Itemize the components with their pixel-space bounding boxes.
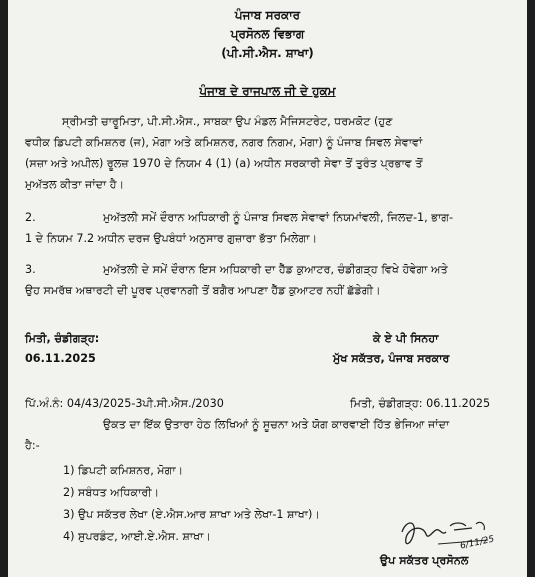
para2-line-1: ਮੁਅੱਤਲੀ ਸਮੇਂ ਦੌਰਾਨ ਅਧਿਕਾਰੀ ਨੂੰ ਪੰਜਾਬ ਸਿਵਲ ਸੇਵਾਵਾਂ ਨਿਯਮਾਂਵਲੀ, ਜਿਲਦ-1, ਭਾਗ- — [103, 211, 454, 224]
para1-line-4: ਮੁਅੱਤਲ ਕੀਤਾ ਜਾਂਦਾ ਹੈ। — [25, 178, 125, 191]
signoff-place: ਮਿਤੀ, ਚੰਡੀਗੜ੍ਹ: — [25, 332, 100, 345]
signature-date: 6/11/25 — [459, 534, 496, 552]
header-line-3: (ਪੀ.ਸੀ.ਐਸ. ਸ਼ਾਖਾ) — [221, 46, 314, 60]
signatory-designation: ਮੁੱਖ ਸਕੱਤਰ, ਪੰਜਾਬ ਸਰਕਾਰ — [333, 352, 450, 365]
signoff-date: 06.11.2025 — [25, 352, 96, 365]
header-line-2: ਪ੍ਰਸੋਨਲ ਵਿਭਾਗ — [230, 27, 305, 41]
recipient-item: 2) ਸਬੰਧਤ ਅਧਿਕਾਰੀ। — [63, 486, 160, 499]
para2-line-2: 1 ਦੇ ਨਿਯਮ 7.2 ਅਧੀਨ ਦਰਜ ਉਪਬੰਧਾਂ ਅਨੁਸਾਰ ਗੁਜ਼ਾਰਾ ਭੱਤਾ ਮਿਲੇਗਾ। — [25, 232, 318, 245]
para1-line-1: ਸ੍ਰੀਮਤੀ ਚਾਰੂਮਿਤਾ, ਪੀ.ਸੀ.ਐਸ., ਸਾਬਕਾ ਉਪ ਮੰਡਲ ਮੈਜਿਸਟਰੇਟ, ਧਰਮਕੋਟ (ਹੁਣ — [62, 115, 393, 128]
para3-line-1: ਮੁਅੱਤਲੀ ਦੇ ਸਮੇਂ ਦੌਰਾਨ ਇਸ ਅਧਿਕਾਰੀ ਦਾ ਹੈੱਡ ਕੁਆਟਰ, ਚੰਡੀਗੜ੍ਹ ਵਿਖੇ ਹੋਵੇਗਾ ਅਤੇ — [103, 263, 448, 276]
recipient-item: 3) ਉਪ ਸਕੱਤਰ ਲੇਖਾ (ਏ.ਐਸ.ਆਰ ਸ਼ਾਖਾ ਅਤੇ ਲੇਖਾ-1 ਸ਼ਾਖਾ)। — [63, 508, 320, 521]
recipient-item: 1) ਡਿਪਟੀ ਕਮਿਸ਼ਨਰ, ਮੋਗਾ। — [63, 464, 184, 477]
para2-number: 2. — [25, 211, 36, 224]
para3-line-2: ਉਹ ਸਮਰੱਥ ਅਥਾਰਟੀ ਦੀ ਪੂਰਵ ਪ੍ਰਵਾਨਗੀ ਤੋਂ ਬਗੈਰ ਆਪਣਾ ਹੈੱਡ ਕੁਆਟਰ ਨਹੀਂ ਛੱਡੇਗੀ। — [25, 284, 381, 297]
signatory-name: ਕੇ ਏ ਪੀ ਸਿਨਹਾ — [373, 332, 439, 345]
para1-line-3: (ਸਜ਼ਾ ਅਤੇ ਅਪੀਲ) ਰੂਲਜ਼ 1970 ਦੇ ਨਿਯਮ 4 (1) (a) ਅਧੀਨ ਸਰਕਾਰੀ ਸੇਵਾ ਤੋਂ ਤੁਰੰਤ ਪ੍ਰਭਾਵ ਤੋਂ — [25, 157, 423, 170]
endorsement-ref-date: ਮਿਤੀ, ਚੰਡੀਗੜ੍ਹ: 06.11.2025 — [350, 397, 491, 410]
header-line-1: ਪੰਜਾਬ ਸਰਕਾਰ — [234, 8, 301, 22]
endorsement-intro-line-2: ਹੈ:- — [25, 439, 40, 452]
order-title: ਪੰਜਾਬ ਦੇ ਰਾਜਪਾਲ ਜੀ ਦੇ ਹੁਕਮ — [199, 84, 336, 98]
endorsement-ref-no: ਪਿੱ.ਅੰ.ਨੰ: 04/43/2025-3ਪੀ.ਸੀ.ਐਸ./2030 — [25, 397, 224, 410]
endorsement-intro-line-1: ਉਕਤ ਦਾ ਇੱਕ ਉਤਾਰਾ ਹੇਠ ਲਿਖਿਆਂ ਨੂੰ ਸੂਚਨਾ ਅਤੇ ਯੋਗ ਕਾਰਵਾਈ ਹਿੱਤ ਭੇਜਿਆ ਜਾਂਦਾ — [103, 418, 450, 431]
endorsement-designation: ਉਪ ਸਕੱਤਰ ਪ੍ਰਸੋਨਲ — [380, 554, 469, 567]
recipient-item: 4) ਸੁਪਰਡੰਟ, ਆਈ.ਏ.ਐਸ. ਸ਼ਾਖਾ। — [63, 530, 211, 543]
document-page — [8, 0, 527, 577]
para3-number: 3. — [25, 263, 36, 276]
para1-line-2: ਵਧੀਕ ਡਿਪਟੀ ਕਮਿਸ਼ਨਰ (ਜ), ਮੋਗਾ ਅਤੇ ਕਮਿਸ਼ਨਰ, ਨਗਰ ਨਿਗਮ, ਮੋਗਾ) ਨੂੰ ਪੰਜਾਬ ਸਿਵਲ ਸੇਵਾਵਾਂ — [25, 136, 423, 149]
